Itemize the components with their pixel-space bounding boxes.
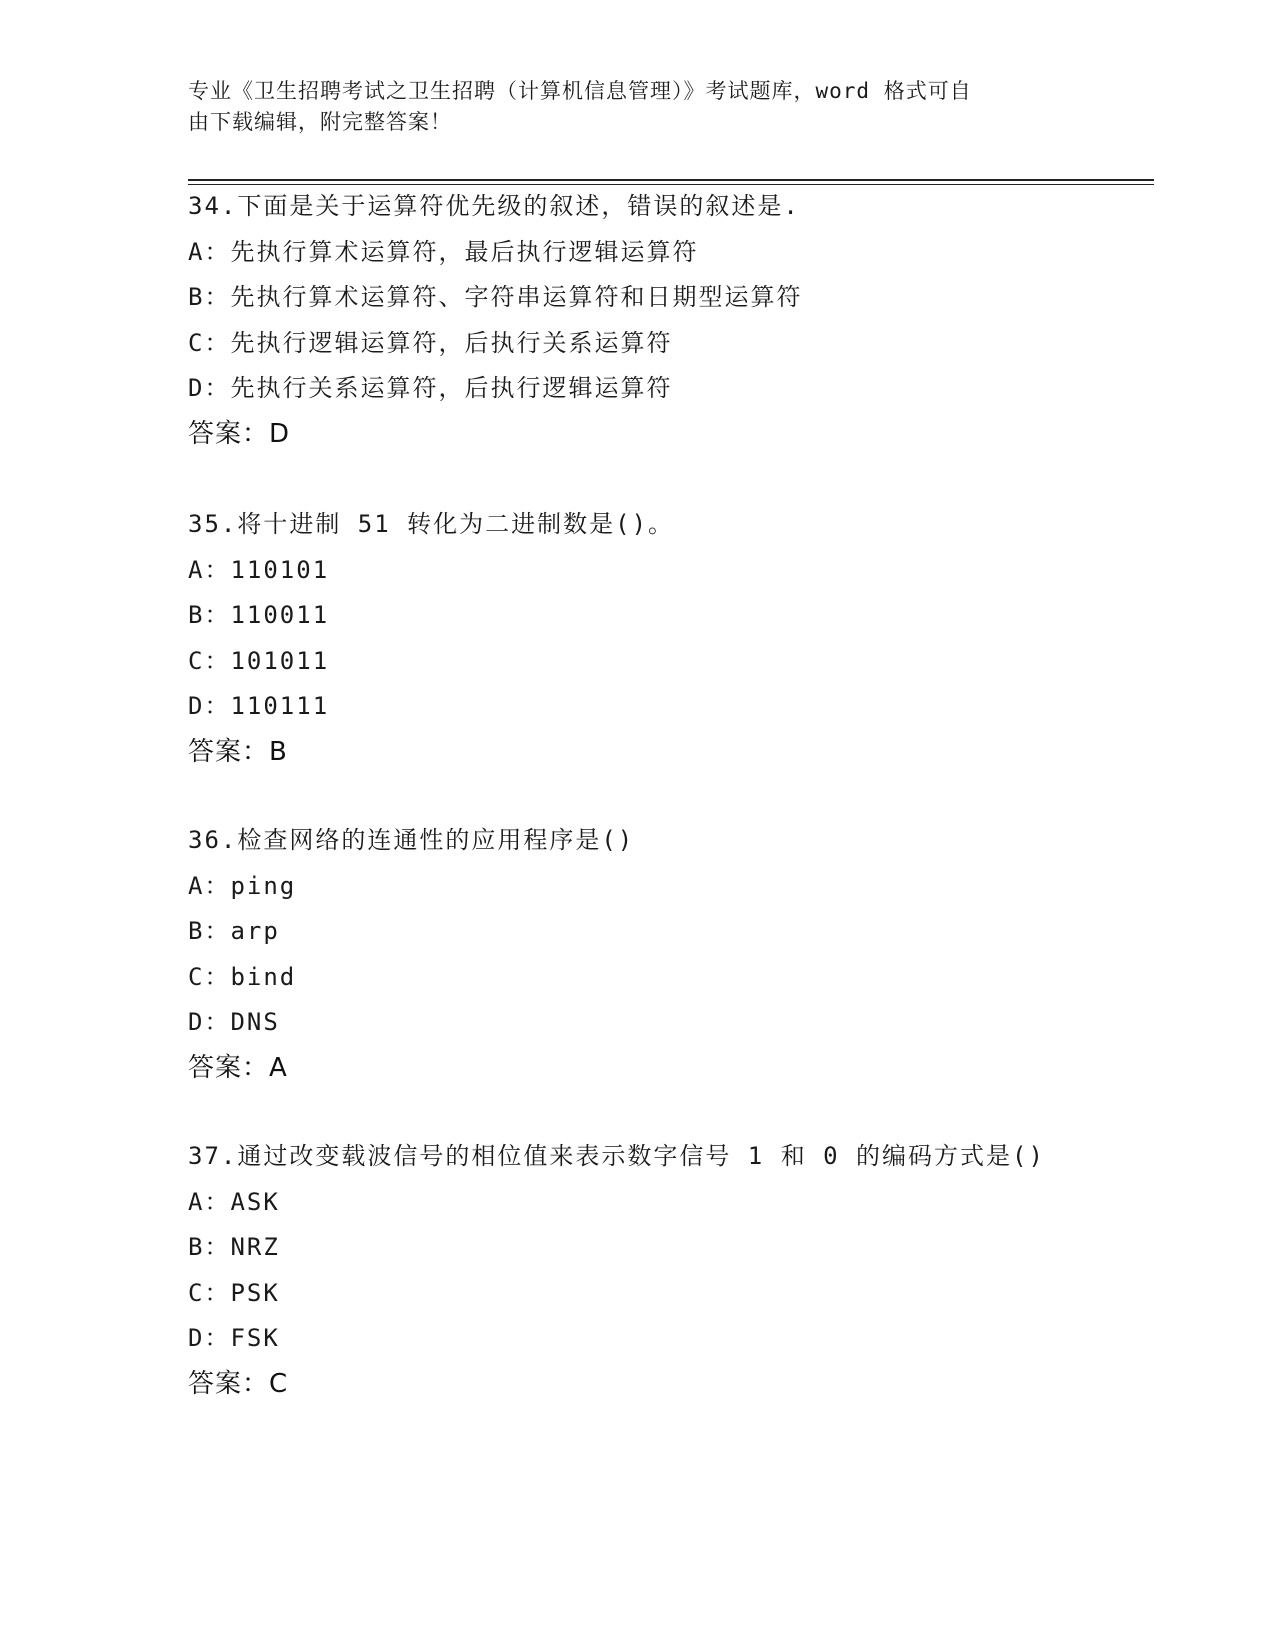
option-a: A：ASK [188,1187,280,1216]
answer-label: 答案：D [188,418,291,449]
question-stem: 37.通过改变载波信号的相位值来表示数字信号 1 和 0 的编码方式是() [188,1142,1045,1170]
option-c: C：bind [188,962,297,991]
option-c: C：101011 [188,646,330,675]
question-stem: 35.将十进制 51 转化为二进制数是()。 [188,510,675,538]
question-36 [188,818,1108,1091]
question-stem: 34.下面是关于运算符优先级的叙述，错误的叙述是. [188,192,800,220]
question-stem: 36.检查网络的连通性的应用程序是() [188,826,635,854]
answer-label: 答案：B [188,736,288,767]
document-header [188,76,1068,138]
option-d: D：DNS [188,1008,280,1036]
question-34 [188,184,1108,457]
option-b: B：arp [188,917,280,945]
option-b: B：110011 [188,601,330,629]
answer-label: 答案：C [188,1368,289,1399]
option-a: A：110101 [188,555,330,584]
header-line-1: 专业《卫生招聘考试之卫生招聘（计算机信息管理）》考试题库，word 格式可自 [188,79,972,103]
option-a: A：先执行算术运算符，最后执行逻辑运算符 [188,237,699,266]
option-b: B：先执行算术运算符、字符串运算符和日期型运算符 [188,283,803,311]
option-b: B：NRZ [188,1233,280,1261]
option-d: D：先执行关系运算符，后执行逻辑运算符 [188,374,673,402]
option-d: D：110111 [188,692,330,720]
header-line-2: 由下载编辑，附完整答案！ [188,110,452,134]
option-d: D：FSK [188,1324,280,1352]
question-37 [188,1134,1108,1407]
answer-label: 答案：A [188,1052,288,1083]
option-c: C：先执行逻辑运算符，后执行关系运算符 [188,328,673,357]
option-a: A：ping [188,871,297,900]
question-35 [188,502,1108,775]
option-c: C：PSK [188,1278,280,1307]
